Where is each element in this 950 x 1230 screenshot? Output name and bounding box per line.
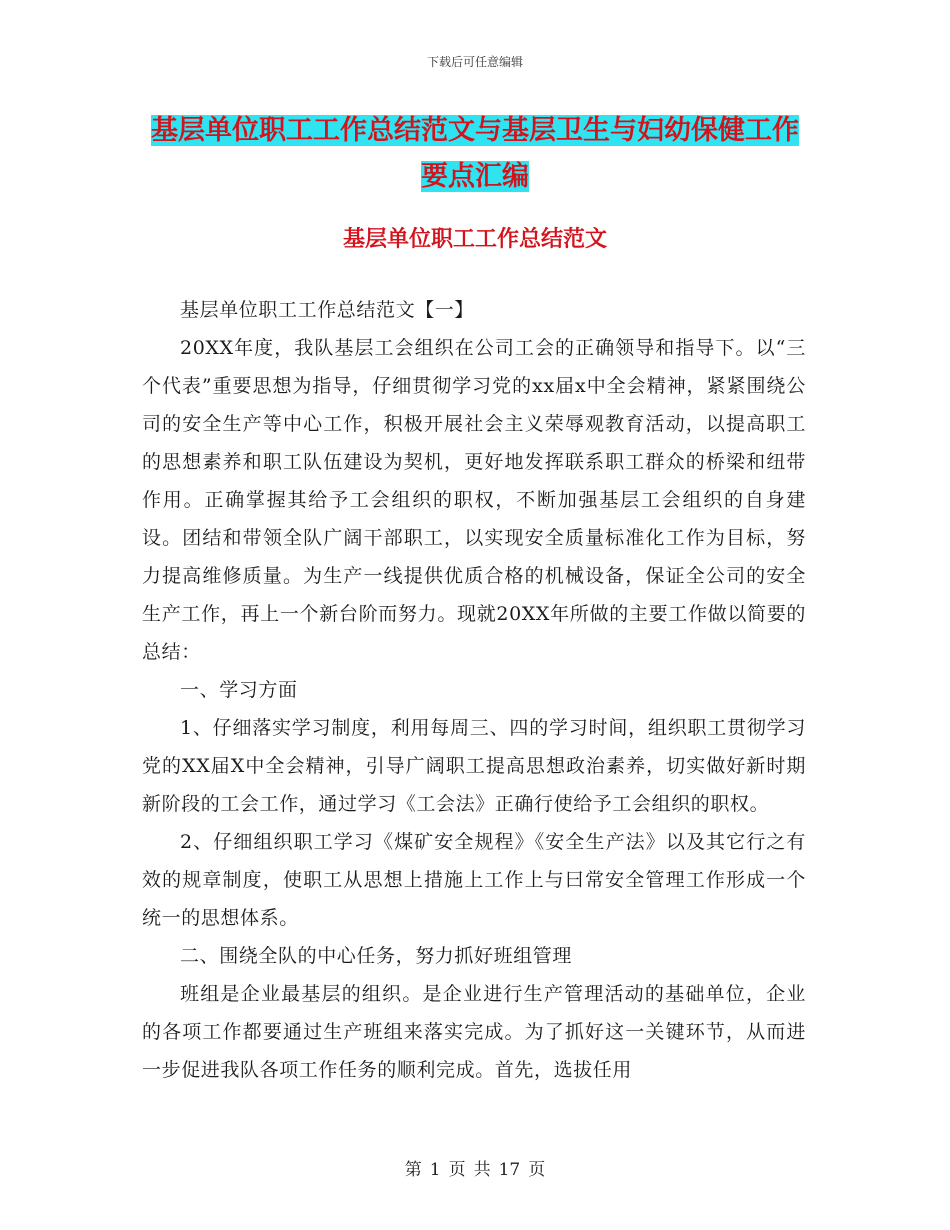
paragraph: 基层单位职工工作总结范文【一】: [180, 299, 475, 321]
document-title: [140, 108, 810, 200]
paragraph: 班组是企业最基层的组织。是企业进行生产管理活动的基础单位，企业的各项工作都要通过生产班组来落实完成。为了抓好这一关键环节，从而进一步促进我队各项工作任务的顺利完成。首先，选拔任用: [142, 983, 806, 1081]
paragraph: 20XX年度，我队基层工会组织在公司工会的正确领导和指导下。以“三个代表”重要思想为指导，仔细贯彻学习党的xx届x中全会精神，紧紧围绕公司的安全生产等中心工作，积极开展社会主义荣辱观教育活动，以提高职工的思想素养和职工队伍建设为契机，更好地发挥联系职工群众的桥梁和纽带作用。正确掌握其给予工会组织的职权，不断加强基层工会组织的自身建设。团结和带领全队广阔干部职工，以实现安全质量标准化工作为目标，努力提高维修质量。为生产一线提供优质合格的机械设备，保证全公司的安全生产工作，再上一个新台阶而努力。现就20XX年所做的主要工作做以简要的总结：: [142, 337, 806, 663]
footer-suffix: 页: [528, 1160, 546, 1180]
total-pages: 17: [498, 1160, 521, 1180]
header-note: 下载后可任意编辑: [426, 55, 523, 69]
body-text: [142, 291, 806, 1089]
footer-mid: 页: [448, 1160, 466, 1180]
paragraph: 2、仔细组织职工学习《煤矿安全规程》《安全生产法》以及其它行之有效的规章制度，使职工从思想上措施上工作上与曰常安全管理工作形成一个统一的思想体系。: [142, 831, 806, 929]
page-footer: [0, 1155, 950, 1180]
section-title: 基层单位职工工作总结范文: [342, 227, 607, 252]
paragraph-heading: 一、学习方面: [180, 679, 298, 701]
page-number: 1: [429, 1160, 441, 1180]
footer-prefix: 第: [404, 1160, 422, 1180]
paragraph-heading: 二、围绕全队的中心任务，努力抓好班组管理: [180, 945, 573, 967]
footer-total-label: 共: [473, 1160, 491, 1180]
paragraph: 1、仔细落实学习制度，利用每周三、四的学习时间，组织职工贯彻学习党的XX届X中全会精神，引导广阔职工提高思想政治素养，切实做好新时期新阶段的工会工作，通过学习《工会法》正确行使给予工会组织的职权。: [142, 717, 806, 815]
document-title-text: 基层单位职工工作总结范文与基层卫生与妇幼保健工作要点汇编: [151, 115, 799, 192]
